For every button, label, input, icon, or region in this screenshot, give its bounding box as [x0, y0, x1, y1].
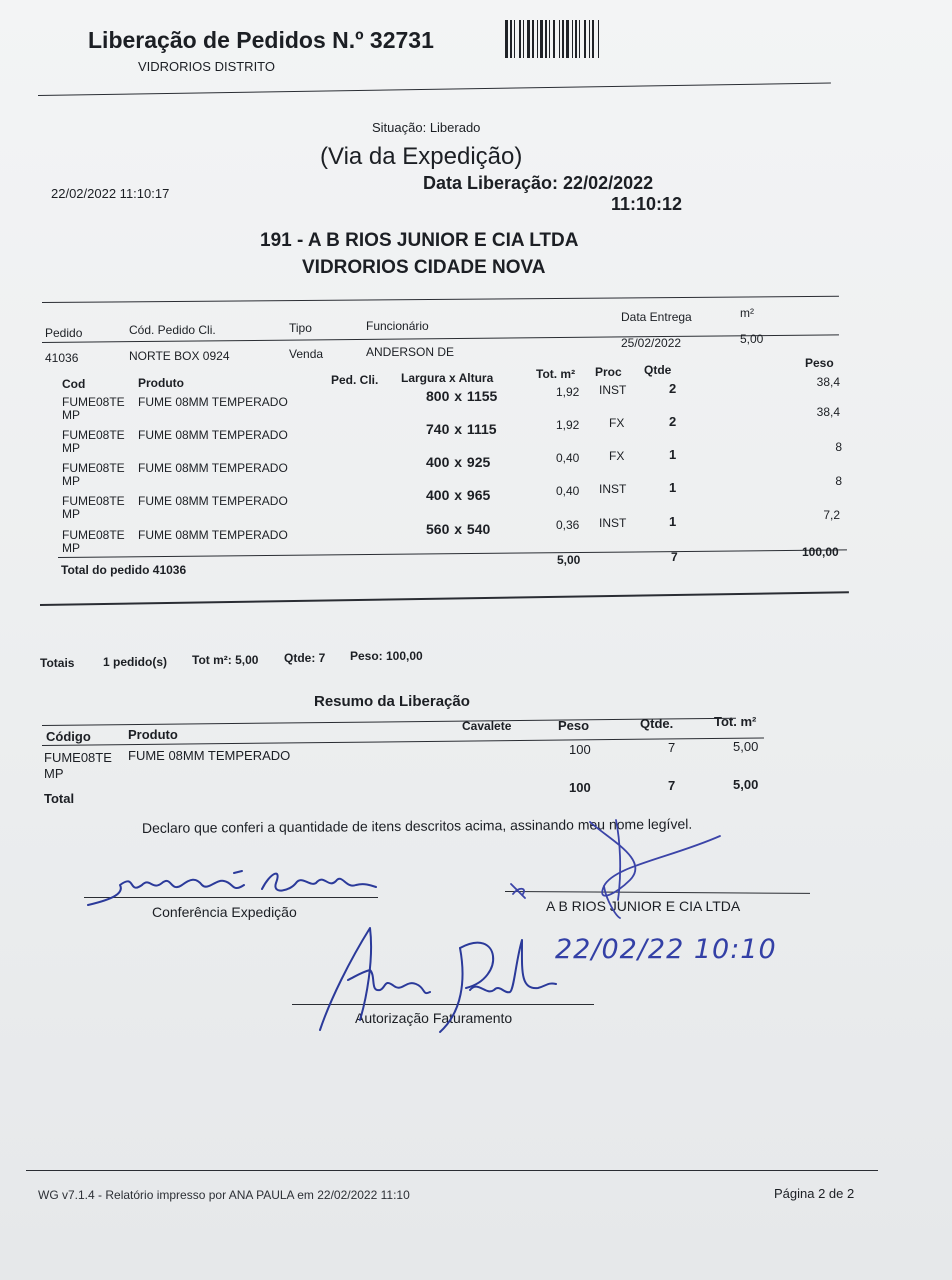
client-store: VIDRORIOS CIDADE NOVA	[302, 257, 546, 278]
item-produto: FUME 08MM TEMPERADO	[138, 461, 288, 475]
item-produto: FUME 08MM TEMPERADO	[138, 494, 288, 508]
item-cod: FUME08TE	[62, 428, 125, 442]
order-bottom-rule	[40, 591, 849, 606]
item-cod-suffix: MP	[62, 474, 80, 488]
item-peso: 38,4	[816, 375, 840, 389]
item-proc: INST	[599, 516, 627, 530]
data-liberacao-time: 11:10:12	[611, 194, 683, 214]
autorizacao-label: Autorização Faturamento	[355, 1010, 513, 1026]
item-peso: 7,2	[823, 508, 840, 522]
cliente-initial	[505, 876, 535, 906]
col-funcionario: Funcionário	[366, 319, 429, 333]
item-produto: FUME 08MM TEMPERADO	[138, 528, 288, 542]
item-cod: FUME08TE	[62, 395, 125, 409]
item-cod-suffix: MP	[62, 541, 80, 555]
totais-peso: Peso: 100,00	[350, 649, 423, 663]
item-dimensions: 560 x 540	[426, 521, 491, 537]
item-qtde: 2	[669, 381, 677, 396]
resumo-row-qtde: 7	[668, 740, 676, 755]
document-title: Liberação de Pedidos N.º 32731	[88, 27, 434, 53]
col-data-entrega: Data Entrega	[621, 310, 692, 324]
print-timestamp: 22/02/2022 11:10:17	[51, 186, 170, 201]
resumo-col-cavalete: Cavalete	[462, 719, 512, 733]
val-m2: 5,00	[740, 332, 764, 346]
company-name: VIDRORIOS DISTRITO	[138, 59, 275, 74]
resumo-col-qtde: Qtde.	[640, 716, 674, 731]
items-col-cod: Cod	[62, 377, 86, 391]
via-title: (Via da Expedição)	[320, 143, 523, 170]
col-m2: m²	[740, 306, 754, 320]
item-cod: FUME08TE	[62, 528, 125, 542]
items-col-qtde: Qtde	[644, 363, 672, 377]
totais-m2: Tot m²: 5,00	[192, 653, 259, 667]
item-cod-suffix: MP	[62, 507, 80, 521]
order-total-qtde: 7	[671, 550, 678, 564]
val-tipo: Venda	[289, 347, 324, 361]
declaration-text: Declaro que conferi a quantidade de itens descritos acima, assinando meu nome legível.	[141, 815, 693, 836]
resumo-row-peso: 100	[569, 742, 591, 757]
items-col-peso: Peso	[805, 356, 834, 370]
item-proc: INST	[599, 482, 627, 496]
item-qtde: 2	[669, 414, 677, 429]
item-dimensions: 400 x 925	[426, 454, 491, 470]
footer-rule	[26, 1170, 878, 1171]
items-col-produto: Produto	[138, 376, 184, 390]
item-cod-suffix: MP	[62, 441, 80, 455]
totais-qtde: Qtde: 7	[284, 651, 326, 665]
item-tot-m2: 0,36	[556, 518, 580, 532]
items-col-largura-altura: Largura x Altura	[401, 371, 494, 385]
items-col-proc: Proc	[595, 365, 622, 379]
item-proc: FX	[609, 416, 625, 430]
item-peso: 38,4	[816, 405, 840, 419]
item-produto: FUME 08MM TEMPERADO	[138, 428, 288, 442]
item-qtde: 1	[669, 447, 677, 462]
item-tot-m2: 0,40	[556, 484, 580, 498]
item-qtde: 1	[669, 514, 677, 529]
cliente-label: A B RIOS JUNIOR E CIA LTDA	[546, 898, 741, 914]
resumo-col-produto: Produto	[128, 727, 178, 742]
val-funcionario: ANDERSON DE	[366, 345, 455, 359]
resumo-total-label: Total	[44, 791, 75, 806]
item-qtde: 1	[669, 480, 677, 495]
cliente-signature	[560, 800, 760, 920]
item-tot-m2: 0,40	[556, 451, 580, 465]
resumo-col-codigo: Código	[46, 729, 91, 744]
barcode	[505, 20, 645, 58]
footer-left: WG v7.1.4 - Relatório impresso por ANA PAULA em 22/02/2022 11:10	[38, 1188, 410, 1202]
conferencia-label: Conferência Expedição	[152, 904, 297, 920]
resumo-total-tot-m2: 5,00	[733, 777, 759, 792]
item-proc: INST	[599, 383, 627, 397]
resumo-total-qtde: 7	[668, 778, 676, 793]
resumo-row-codigo: FUME08TE	[44, 750, 112, 765]
situacao-text: Situação: Liberado	[372, 120, 481, 135]
resumo-top-rule	[42, 718, 736, 726]
resumo-row-codigo2: MP	[44, 766, 64, 781]
item-produto: FUME 08MM TEMPERADO	[138, 395, 288, 409]
items-col-ped-cli: Ped. Cli.	[331, 373, 379, 387]
item-dimensions: 800 x 1155	[426, 388, 498, 404]
header-divider	[38, 83, 831, 96]
resumo-col-tot-m2: Tot. m²	[714, 714, 757, 729]
resumo-total-peso: 100	[569, 780, 591, 795]
client-name: 191 - A B RIOS JUNIOR E CIA LTDA	[260, 230, 579, 251]
item-dimensions: 400 x 965	[426, 487, 491, 503]
item-tot-m2: 1,92	[556, 418, 580, 432]
col-tipo: Tipo	[289, 321, 312, 335]
resumo-row-produto: FUME 08MM TEMPERADO	[128, 748, 291, 763]
col-pedido: Pedido	[45, 326, 83, 340]
items-total-rule	[58, 549, 847, 558]
val-pedido: 41036	[45, 351, 79, 365]
items-col-tot-m2: Tot. m²	[536, 367, 576, 381]
resumo-col-peso: Peso	[558, 718, 590, 733]
item-peso: 8	[835, 474, 842, 488]
order-total-peso: 100,00	[802, 545, 839, 559]
conferencia-signature	[84, 855, 384, 915]
handwritten-date: 22/02/22 10:10	[555, 934, 777, 965]
totais-pedidos: 1 pedido(s)	[103, 655, 168, 669]
footer-page: Página 2 de 2	[774, 1186, 855, 1201]
order-total-m2: 5,00	[557, 553, 581, 567]
val-data-entrega: 25/02/2022	[621, 336, 682, 350]
col-cod-cli: Cód. Pedido Cli.	[129, 323, 216, 337]
item-cod: FUME08TE	[62, 461, 125, 475]
item-cod: FUME08TE	[62, 494, 125, 508]
data-liberacao: Data Liberação: 22/02/2022	[423, 173, 654, 193]
resumo-title: Resumo da Liberação	[314, 693, 470, 710]
autorizacao-signature	[310, 920, 570, 1040]
order-total-label: Total do pedido 41036	[61, 563, 187, 577]
resumo-row-tot-m2: 5,00	[733, 739, 759, 754]
item-proc: FX	[609, 449, 625, 463]
val-cod-cli: NORTE BOX 0924	[129, 349, 230, 363]
totais-label: Totais	[40, 656, 75, 670]
item-cod-suffix: MP	[62, 408, 80, 422]
item-dimensions: 740 x 1115	[426, 421, 497, 437]
order-top-rule	[42, 296, 839, 303]
item-peso: 8	[835, 440, 842, 454]
item-tot-m2: 1,92	[556, 385, 580, 399]
